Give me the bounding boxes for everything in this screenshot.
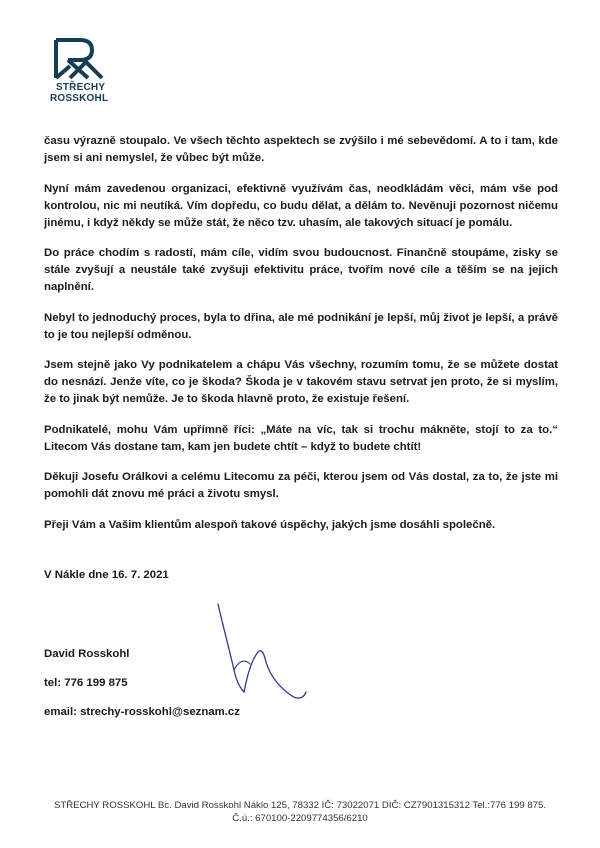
signer-name: David Rosskohl	[44, 648, 130, 660]
letter-footer	[20, 799, 580, 825]
paragraph-6: Podnikatelé, mohu Vám upřímně říci: „Máte na víc, tak si trochu mákněte, stojí to za to.“ Litecom Vás dostane tam, kam jen budete chtít – když to budete chtít!	[44, 423, 558, 453]
paragraph-1: času výrazně stoupalo. Ve všech těchto aspektech se zvýšilo i mé sebevědomí. A to i tam, kde jsem si ani nemyslel, že vůbec být může.	[44, 135, 558, 164]
paragraph-2: Nyní mám zavedenou organizaci, efektivně využívám čas, neodkládám věci, mám vše pod kontrolou, nic mi neutíká. Vím dopředu, co budu dělat, a dělám to. Nevěnuji pozornost ničemu jinému, i když někdy se může stát, že něco tzv. uhasím, ale takových situací je pomálu.	[44, 182, 558, 229]
place-date: V Nákle dne 16. 7. 2021	[44, 569, 169, 581]
company-logo	[50, 38, 114, 104]
paragraph-8: Přeji Vám a Vašim klientům alespoň takové úspěchy, jakých jsme dosáhli společně.	[44, 518, 496, 531]
letter-body	[44, 133, 558, 547]
logo-mark-icon	[50, 38, 106, 82]
paragraph-4: Nebyl to jednoduchý proces, byla to dřina, ale mé podnikání je lepší, můj život je lepší, a právě to je tou nejlepší odměnou.	[44, 311, 558, 341]
logo-line-2: ROSSKOHL	[50, 93, 109, 104]
signer-email: email: strechy-rosskohl@seznam.cz	[44, 706, 240, 718]
footer-company-line: STŘECHY ROSSKOHL Bc. David Rosskohl Náklo 125, 78332 IČ: 73022071 DIČ: CZ7901315312 Tel.:776 199 875.	[53, 800, 547, 811]
logo-line-1: STŘECHY	[56, 82, 106, 93]
logo-wordmark	[50, 82, 114, 104]
signer-phone: tel: 776 199 875	[44, 677, 128, 689]
handwritten-signature	[200, 592, 310, 712]
paragraph-3: Do práce chodím s radostí, mám cíle, vidím svou budoucnost. Finančně stoupáme, zisky se stále zvyšují a neustále také zvyšuji efektivitu práce, tvořím nové cíle a těším se na jejich naplnění.	[44, 247, 558, 293]
paragraph-7: Děkuji Josefu Orálkovi a celému Litecomu za péči, kterou jsem od Vás dostal, za to, že jste mi pomohli dát znovu mé práci a životu smysl.	[44, 471, 558, 500]
footer-account-line: Č.ú.: 670100-2209774356/6210	[232, 813, 368, 824]
paragraph-5: Jsem stejně jako Vy podnikatelem a chápu Vás všechny, rozumím tomu, že se můžete dostat do nesnází. Jenže víte, co je škoda? Škoda je v takovém stavu setrvat jen proto, že si myslím, že to jinak být nemůže. Je to škoda hlavně proto, že existuje řešení.	[44, 359, 558, 405]
